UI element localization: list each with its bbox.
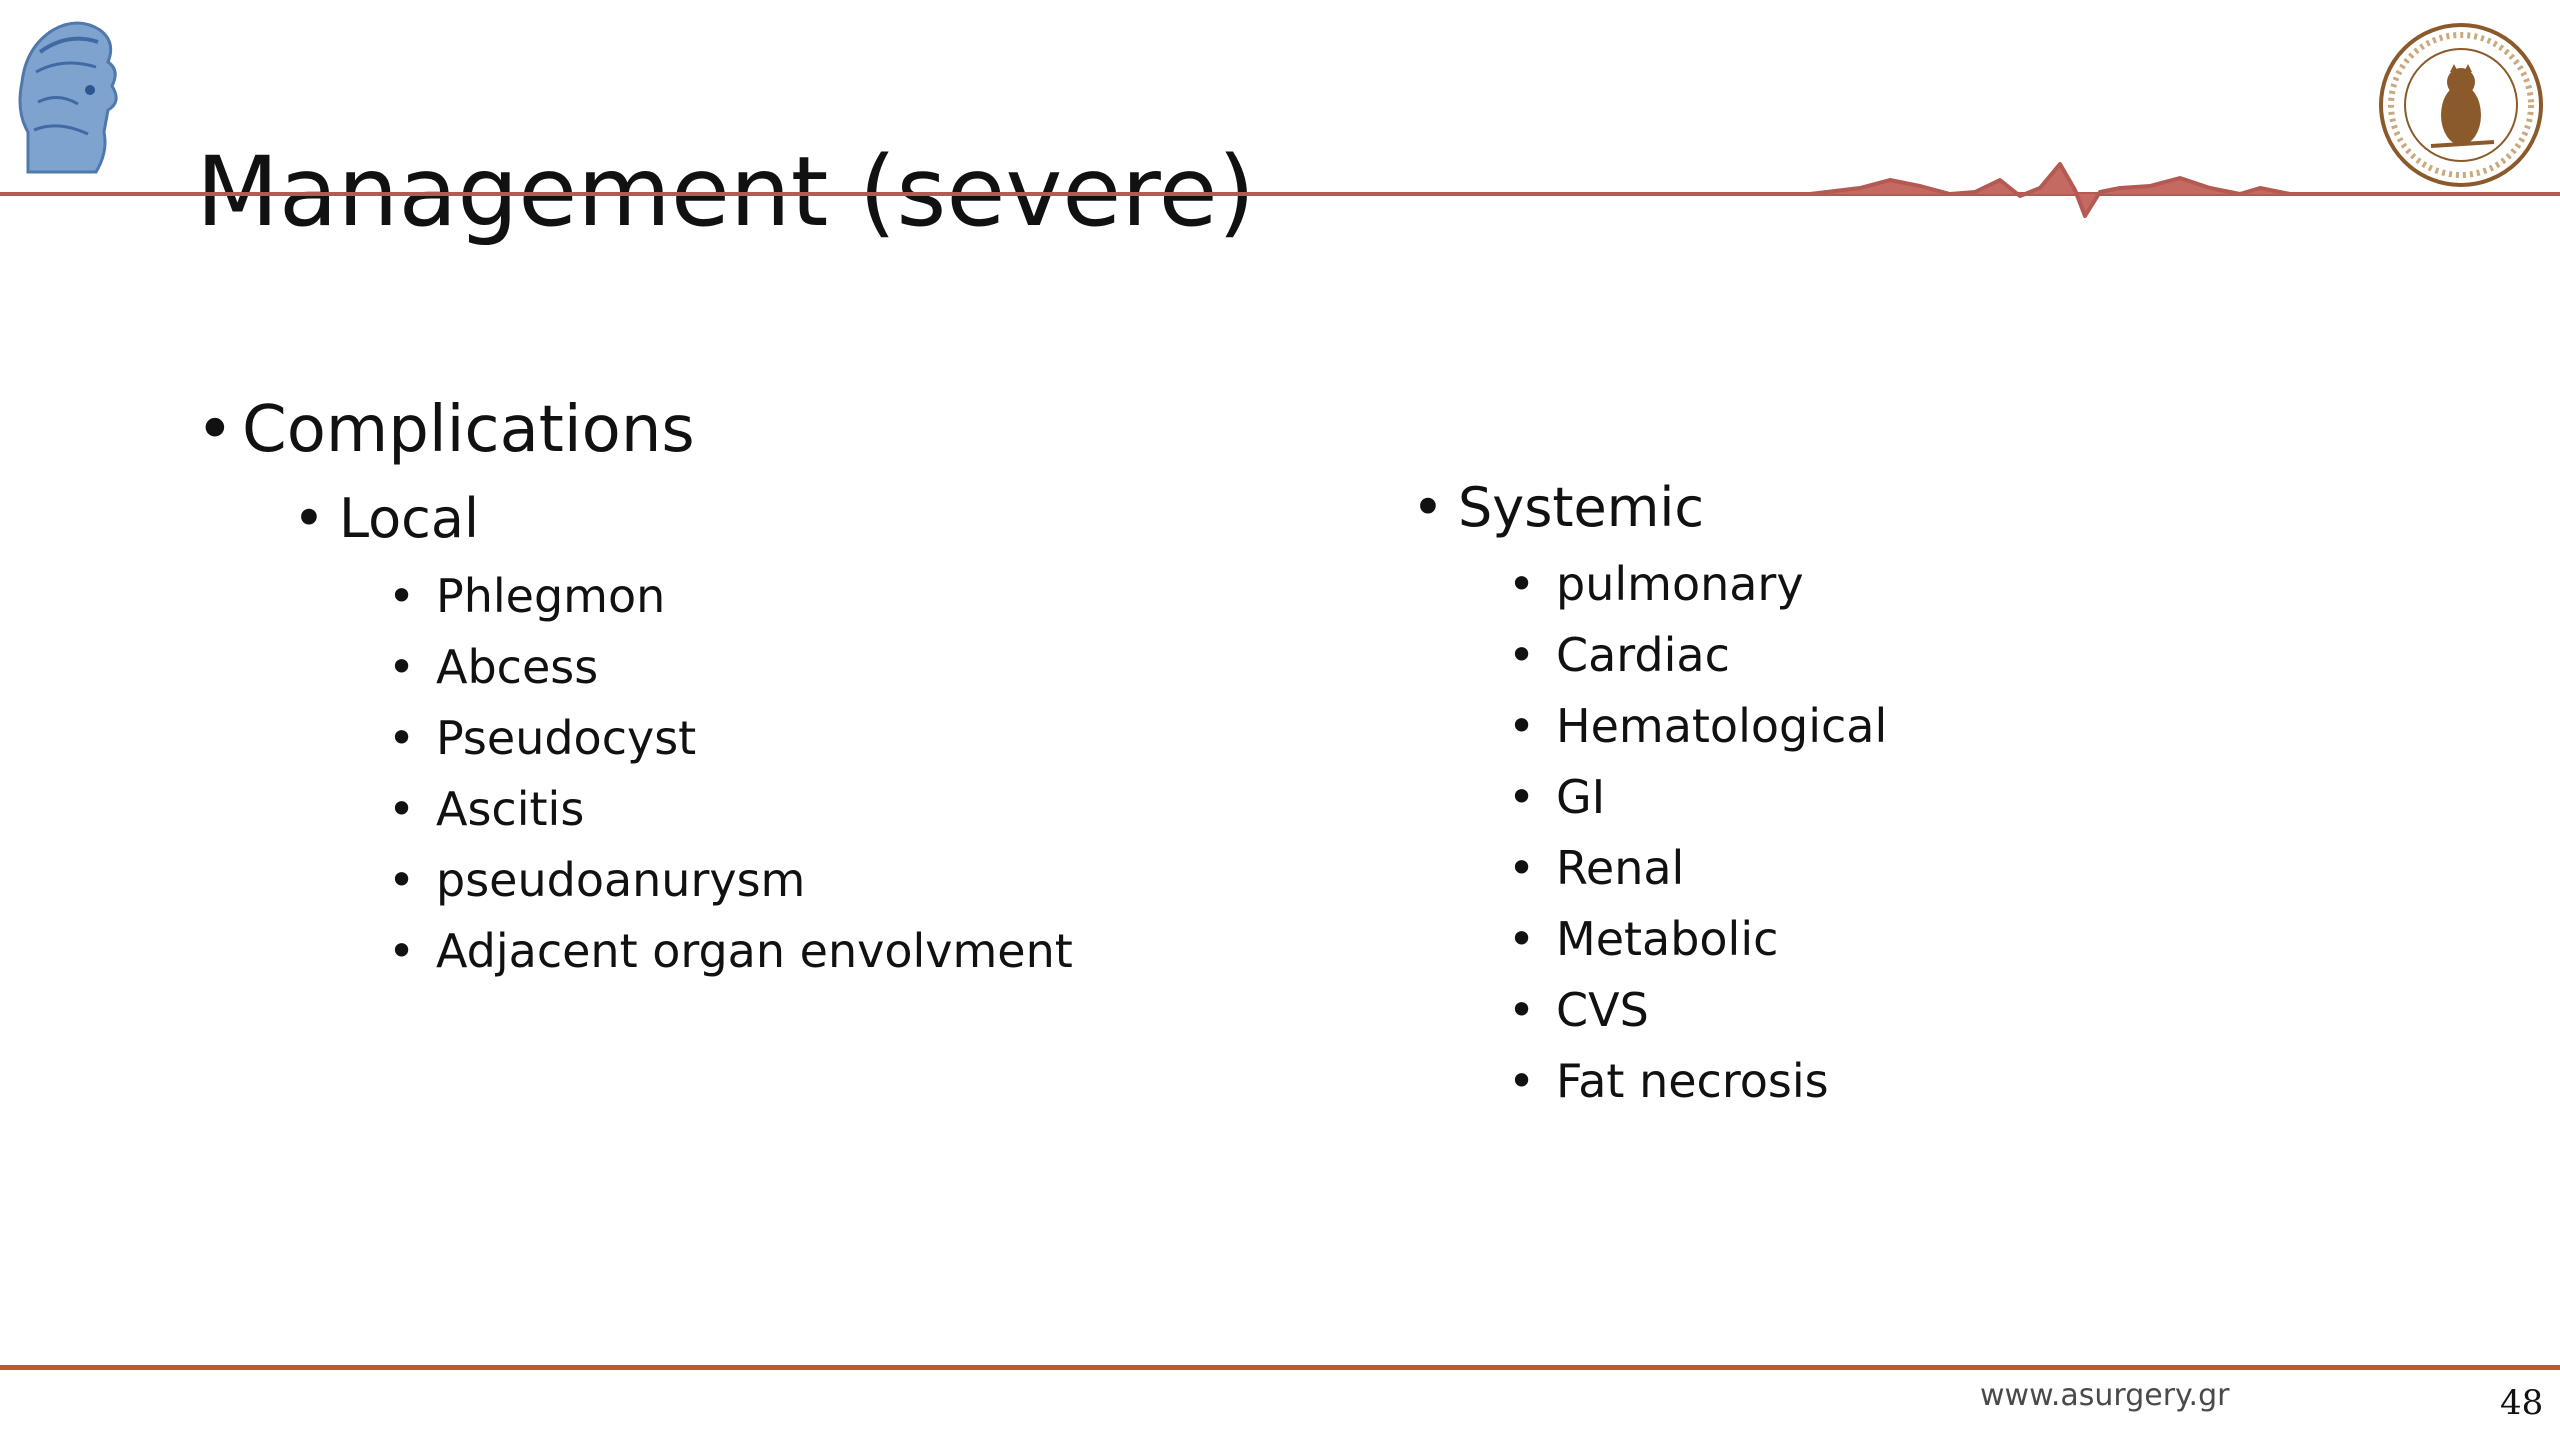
bullet: • <box>1508 1054 1536 1108</box>
list-item-label: Renal <box>1556 841 1685 895</box>
list-item-label: Metabolic <box>1556 912 1779 966</box>
list-item-label: Hematological <box>1556 699 1888 753</box>
list-item-label: Abcess <box>436 640 599 694</box>
bullet: • <box>388 924 416 978</box>
bullet: • <box>1508 912 1536 966</box>
bullet: • <box>1508 770 1536 824</box>
list-item-label: Adjacent organ envolvment <box>436 924 1073 978</box>
list-item-label: Fat necrosis <box>1556 1054 1829 1108</box>
list-item-label: CVS <box>1556 983 1649 1037</box>
list-item-label: Complications <box>242 393 695 467</box>
footer-url[interactable]: www.asurgery.gr <box>1980 1378 2230 1413</box>
page-number: 48 <box>2500 1383 2544 1423</box>
slide-title: Management (severe) <box>196 136 1256 249</box>
bullet: • <box>1412 476 1444 539</box>
university-seal-logo <box>2376 20 2546 190</box>
bullet: • <box>388 569 416 623</box>
header-rule <box>0 150 2560 230</box>
list-item-label: pulmonary <box>1556 557 1804 611</box>
bullet: • <box>1508 557 1536 611</box>
bullet: • <box>1508 983 1536 1037</box>
bullet: • <box>196 393 234 467</box>
bullet: • <box>1508 699 1536 753</box>
bullet: • <box>388 853 416 907</box>
list-item-label: pseudoanurysm <box>436 853 806 907</box>
list-item-label: Ascitis <box>436 782 585 836</box>
list-item-label: Systemic <box>1458 476 1705 539</box>
bullet: • <box>293 487 325 550</box>
bullet: • <box>388 782 416 836</box>
list-item-label: Local <box>339 487 479 550</box>
footer-rule <box>0 1365 2560 1370</box>
list-item-label: GI <box>1556 770 1606 824</box>
bullet: • <box>1508 841 1536 895</box>
bullet: • <box>388 711 416 765</box>
list-item-label: Cardiac <box>1556 628 1730 682</box>
list-item-label: Phlegmon <box>436 569 666 623</box>
list-item-label: Pseudocyst <box>436 711 697 765</box>
bullet: • <box>1508 628 1536 682</box>
bullet: • <box>388 640 416 694</box>
